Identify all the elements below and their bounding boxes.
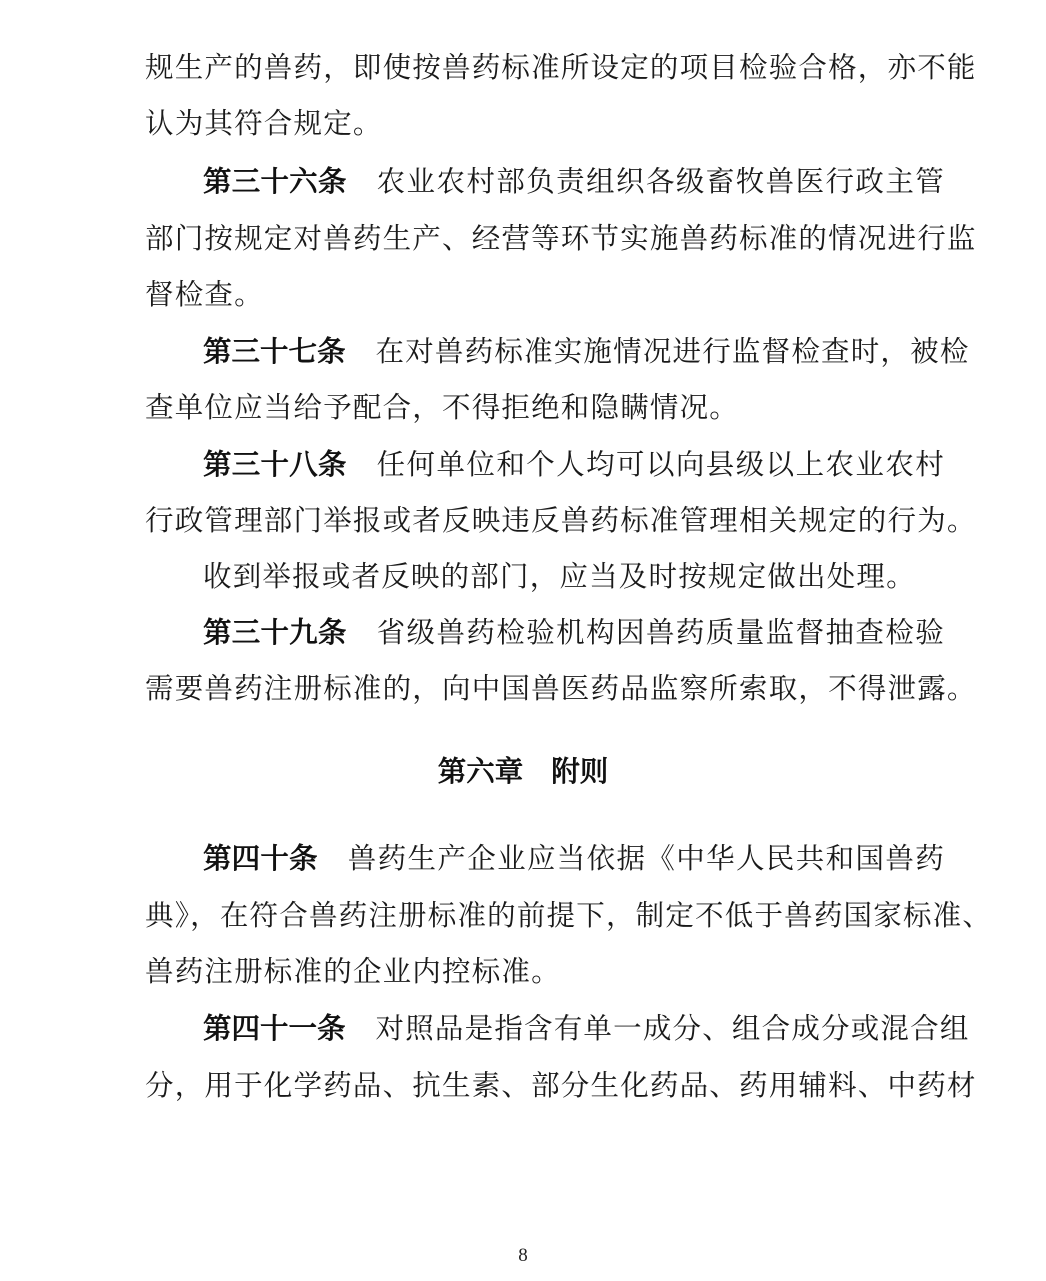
- article-number: 第四十一条: [203, 1012, 346, 1045]
- page-number: 8: [518, 1245, 528, 1266]
- article-39-first-line: [203, 613, 945, 653]
- text-line: 收到举报或者反映的部门，应当及时按规定做出处理。: [203, 560, 916, 593]
- article-37-first-line: [203, 332, 970, 372]
- article-text: 农业农村部负责组织各级畜牧兽医行政主管: [376, 165, 945, 198]
- chapter-number: 第六章: [437, 755, 524, 788]
- article-number: 第四十条: [203, 842, 318, 875]
- article-number: 第三十七条: [203, 335, 346, 368]
- article-text: 对照品是指含有单一成分、组合成分或混合组: [375, 1012, 970, 1045]
- article-40-first-line: [203, 839, 945, 879]
- text-line: 规生产的兽药，即使按兽药标准所设定的项目检验合格，亦不能: [145, 51, 977, 84]
- text-line: 典》，在符合兽药注册标准的前提下，制定不低于兽药国家标准、: [145, 899, 993, 932]
- text-line: 查单位应当给予配合，不得拒绝和隐瞒情况。: [145, 391, 740, 424]
- article-36-first-line: [203, 162, 945, 202]
- article-41-first-line: [203, 1009, 970, 1049]
- article-number: 第三十八条: [203, 448, 347, 481]
- chapter-heading: [0, 752, 1046, 792]
- article-number: 第三十六条: [203, 165, 347, 198]
- article-text: 省级兽药检验机构因兽药质量监督抽查检验: [376, 616, 945, 649]
- article-text: 在对兽药标准实施情况进行监督检查时，被检: [375, 335, 970, 368]
- text-line: 行政管理部门举报或者反映违反兽药标准管理相关规定的行为。: [145, 504, 977, 537]
- text-line: 督检查。: [145, 278, 264, 311]
- text-line: 部门按规定对兽药生产、经营等环节实施兽药标准的情况进行监: [145, 222, 977, 255]
- text-line: 兽药注册标准的企业内控标准。: [145, 955, 561, 988]
- text-line: 需要兽药注册标准的，向中国兽医药品监察所索取，不得泄露。: [145, 672, 977, 705]
- article-text: 兽药生产企业应当依据《中华人民共和国兽药: [347, 842, 945, 875]
- article-text: 任何单位和个人均可以向县级以上农业农村: [376, 448, 945, 481]
- article-number: 第三十九条: [203, 616, 347, 649]
- chapter-title: 附则: [551, 755, 609, 788]
- article-38-first-line: [203, 445, 945, 485]
- text-line: 分，用于化学药品、抗生素、部分生化药品、药用辅料、中药材: [145, 1069, 977, 1102]
- text-line: 认为其符合规定。: [145, 107, 383, 140]
